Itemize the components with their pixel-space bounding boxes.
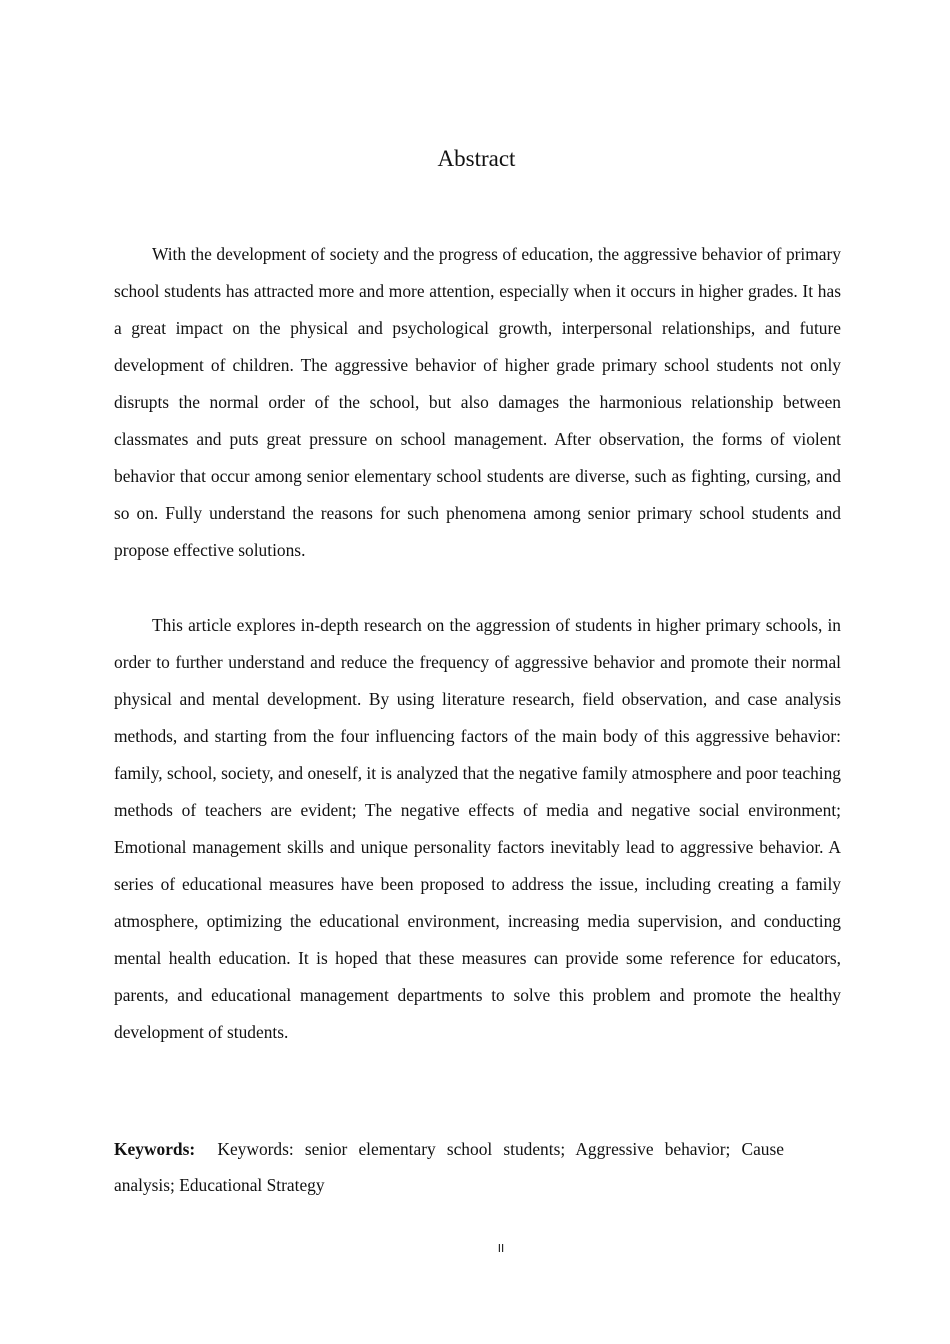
abstract-paragraph-2: This article explores in-depth research on the aggression of students in higher primary schools, in order to further understand and reduce the frequency of aggressive behavior and promote their normal physical and mental development. By using literature research, field observation, and case analysis methods, and starting from the four influencing factors of the main body of this aggressive behavior: family, school, society, and oneself, it is analyzed that the negative family atmosphere and poor teaching methods of teachers are evident; The negative effects of media and negative social environment; Emotional management skills and unique personality factors inevitably lead to aggressive behavior. A series of educational measures have been proposed to address the issue, including creating a family atmosphere, optimizing the educational environment, increasing media supervision, and conducting mental health education. It is hoped that these measures can provide some reference for educators, parents, and educational management departments to solve this problem and promote the healthy development of students. <box>114 615 841 1042</box>
abstract-paragraph-1: With the development of society and the progress of education, the aggressive behavior of primary school students has attracted more and more attention, especially when it occurs in higher grades. It has a great impact on the physical and psychological growth, interpersonal relationships, and future development of children. The aggressive behavior of higher grade primary school students not only disrupts the normal order of the school, but also damages the harmonious relationship between classmates and puts great pressure on school management. After observation, the forms of violent behavior that occur among senior elementary school students are diverse, such as fighting, cursing, and so on. Fully understand the reasons for such phenomena among senior primary school students and propose effective solutions. <box>114 244 841 560</box>
page-title: Abstract <box>437 146 516 171</box>
keywords-text: Keywords: senior elementary school students; Aggressive behavior; Cause analysis; Educational Strategy <box>114 1139 784 1195</box>
keywords-line <box>114 1131 784 1203</box>
page-number: II <box>497 1242 505 1255</box>
keywords-label: Keywords: <box>114 1139 196 1159</box>
